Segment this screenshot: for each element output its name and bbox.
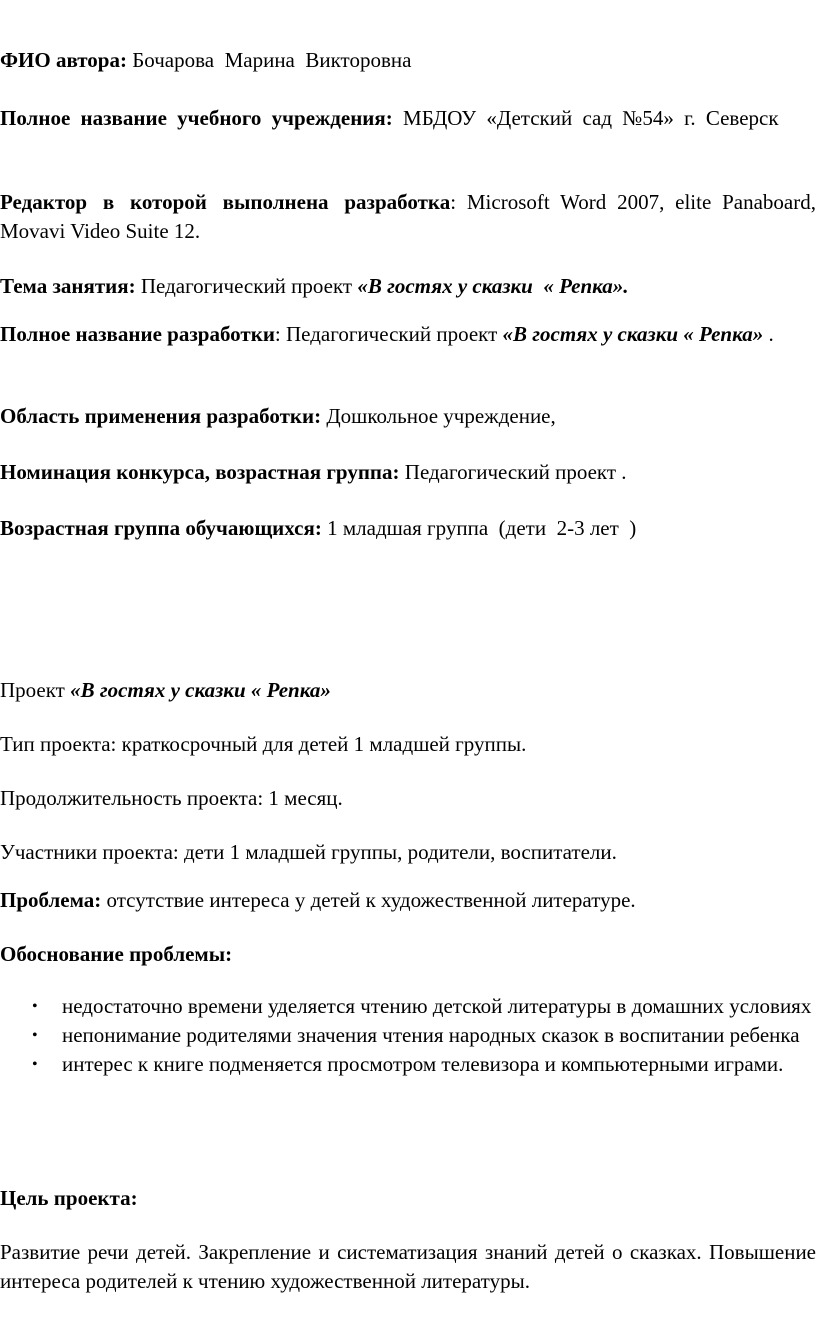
project-name-line: [0, 676, 816, 705]
editor-label: Редактор в которой выполнена разработка: [0, 190, 451, 214]
problem-label: Проблема:: [0, 888, 102, 912]
goal-text: Развитие речи детей. Закрепление и систематизация знаний детей о сказках. Повышение интереса родителей к чтению художественной литературы.: [0, 1240, 816, 1293]
age-group-label: Возрастная группа обучающихся:: [0, 516, 322, 540]
bullet-icon: •: [32, 1056, 38, 1073]
justification-heading: Обоснование проблемы:: [0, 942, 233, 966]
nomination-value: Педагогический проект .: [404, 460, 627, 484]
editor-sep: :: [450, 190, 457, 214]
list-item-text: интерес к книге подменяется просмотром телевизора и компьютерными играми.: [62, 1052, 784, 1076]
area-label: Область применения разработки:: [0, 404, 322, 428]
area-line: [0, 402, 816, 431]
project-duration-line: Продолжительность проекта: 1 месяц.: [0, 786, 343, 810]
full-name-line: [0, 320, 816, 349]
nomination-line: [0, 458, 816, 487]
topic-value: Педагогический проект: [140, 274, 358, 298]
list-item: [0, 1021, 816, 1050]
full-name-title: «В гостях у сказки « Репка»: [502, 322, 764, 346]
topic-line: [0, 272, 816, 301]
project-type-line: Тип проекта: краткосрочный для детей 1 младшей группы.: [0, 732, 527, 756]
full-name-sep: :: [274, 322, 281, 346]
editor-value: Microsoft Word 2007, elite Panaboard, Movavi Video Suite 12.: [0, 190, 816, 243]
list-item: [0, 992, 816, 1021]
full-name-tail: .: [763, 322, 774, 346]
institution-label: Полное название учебного учреждения:: [0, 106, 393, 130]
bullet-icon: •: [32, 1027, 38, 1044]
bullet-icon: •: [32, 998, 38, 1015]
author-label: ФИО автора:: [0, 48, 127, 72]
project-participants-line: Участники проекта: дети 1 младшей группы, родители, воспитатели.: [0, 840, 617, 864]
goal-heading: Цель проекта:: [0, 1186, 138, 1210]
area-value: Дошкольное учреждение,: [321, 404, 556, 428]
full-name-value: Педагогический проект: [286, 322, 503, 346]
institution-value: МБДОУ «Детский сад №54» г. Северск: [403, 106, 779, 130]
list-item-text: непонимание родителями значения чтения народных сказок в воспитании ребенка: [62, 1023, 800, 1047]
editor-line: [0, 188, 816, 246]
list-item: [0, 1050, 816, 1079]
age-group-value: 1 младшая группа (дети 2-3 лет ): [327, 516, 637, 540]
institution-line: [0, 104, 816, 133]
nomination-label: Номинация конкурса, возрастная группа:: [0, 460, 400, 484]
topic-title: «В гостях у сказки « Репка».: [357, 274, 629, 298]
topic-label: Тема занятия:: [0, 274, 136, 298]
age-group-line: [0, 514, 816, 543]
author-value: Бочарова Марина Викторовна: [132, 48, 412, 72]
project-name-prefix: Проект: [0, 678, 71, 702]
problem-line: [0, 886, 816, 915]
full-name-label: Полное название разработки: [0, 322, 275, 346]
project-name-title: «В гостях у сказки « Репка»: [70, 678, 331, 702]
problem-value: отсутствие интереса у детей к художественной литературе.: [101, 888, 636, 912]
author-line: [0, 46, 816, 75]
justification-list: [0, 992, 816, 1079]
list-item-text: недостаточно времени уделяется чтению детской литературы в домашних условиях: [62, 994, 812, 1018]
